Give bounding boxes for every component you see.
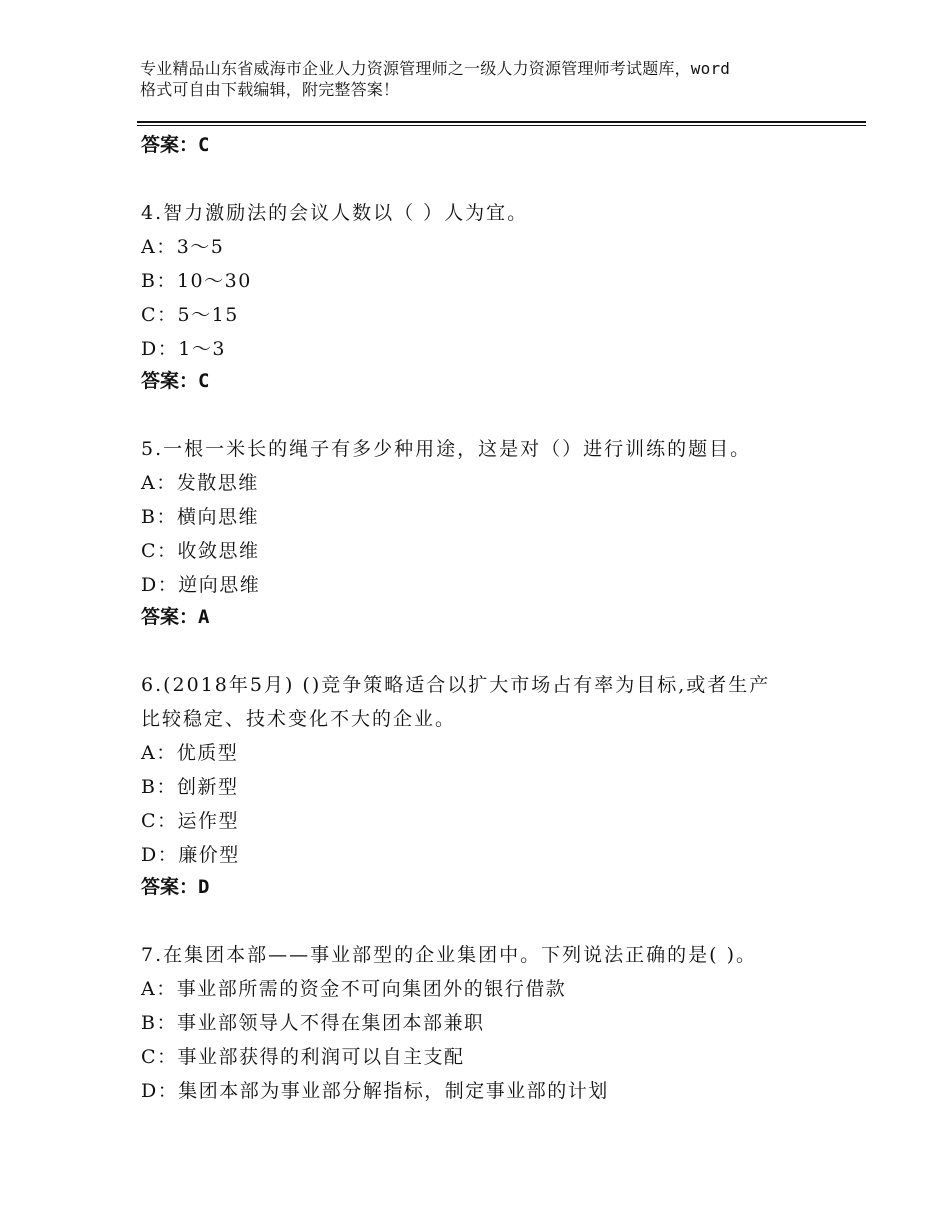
option-a: A：发散思维	[141, 472, 259, 494]
option-c: C：收敛思维	[141, 540, 260, 562]
question-stem-line-1: 6.(2018年5月) ()竞争策略适合以扩大市场占有率为目标,或者生产	[141, 674, 771, 696]
document-body	[141, 128, 841, 1108]
option-d: D：1～3	[141, 338, 226, 360]
header-rule-thick	[137, 121, 866, 123]
option-c: C：运作型	[141, 810, 240, 832]
option-a: A：3～5	[141, 236, 225, 258]
option-a: A：优质型	[141, 742, 239, 764]
option-b: B：10～30	[141, 270, 252, 292]
option-b: B：横向思维	[141, 506, 259, 528]
question-4	[141, 196, 841, 396]
document-header	[140, 58, 830, 100]
header-line-1: 专业精品山东省威海市企业人力资源管理师之一级人力资源管理师考试题库，word	[140, 59, 731, 78]
option-b: B：事业部领导人不得在集团本部兼职	[141, 1012, 485, 1034]
question-stem: 4.智力激励法的会议人数以（ ）人为宜。	[141, 202, 529, 224]
question-stem: 7.在集团本部——事业部型的企业集团中。下列说法正确的是( )。	[141, 944, 757, 966]
option-c: C：5～15	[141, 304, 239, 326]
answer-label: 答案：D	[141, 876, 210, 898]
answer-label: 答案：A	[141, 606, 210, 628]
question-6	[141, 668, 841, 902]
option-d: D：集团本部为事业部分解指标，制定事业部的计划	[141, 1080, 609, 1102]
header-line-2: 格式可自由下载编辑，附完整答案！	[140, 80, 400, 99]
answer-label: 答案：C	[141, 134, 210, 156]
header-rule-thin	[137, 125, 866, 126]
option-d: D：逆向思维	[141, 574, 261, 596]
question-stem-line-2: 比较稳定、技术变化不大的企业。	[141, 708, 457, 730]
option-d: D：廉价型	[141, 844, 240, 866]
question-stem: 5.一根一米长的绳子有多少种用途，这是对（）进行训练的题目。	[141, 438, 752, 460]
option-a: A：事业部所需的资金不可向集团外的银行借款	[141, 978, 567, 1000]
option-c: C：事业部获得的利润可以自主支配	[141, 1046, 465, 1068]
answer-label: 答案：C	[141, 370, 210, 392]
option-b: B：创新型	[141, 776, 239, 798]
question-7	[141, 938, 841, 1108]
question-5	[141, 432, 841, 632]
